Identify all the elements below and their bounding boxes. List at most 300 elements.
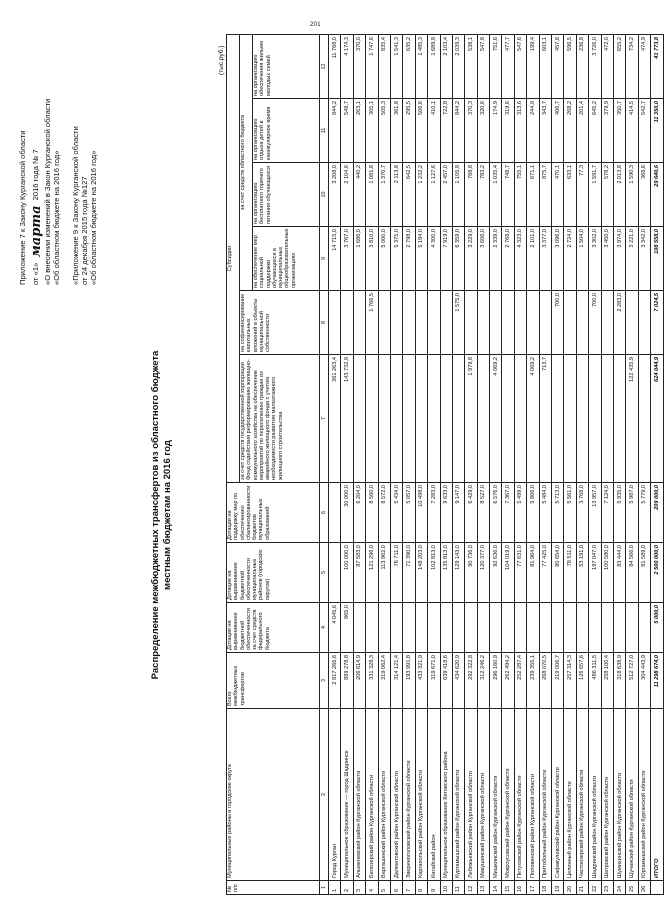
cell-c4 xyxy=(552,603,564,653)
cell-n xyxy=(651,881,663,895)
cell-c8 xyxy=(477,291,489,355)
cell-c6 xyxy=(329,483,341,543)
cell-name: Петуховский район Курганской области xyxy=(514,709,526,881)
cell-total: 257 314,3 xyxy=(564,653,576,709)
cell-total: 262 494,2 xyxy=(502,653,514,709)
cell-c10: 440,2 xyxy=(353,163,365,227)
cell-c10: 1 127,6 xyxy=(428,163,440,227)
cell-total: 296 160,9 xyxy=(490,653,502,709)
cell-c4: 4 045,6 xyxy=(329,603,341,653)
cell-c10: 1 370,7 xyxy=(378,163,390,227)
cell-c4 xyxy=(613,603,625,653)
cell-total: 193 991,8 xyxy=(403,653,415,709)
cell-c7 xyxy=(589,355,601,483)
header-subsidies-sub: за счет средств областного бюджета xyxy=(240,34,253,290)
cell-total: 639 418,6 xyxy=(440,653,452,709)
cell-c7 xyxy=(613,355,625,483)
table-row xyxy=(613,34,625,894)
cell-c6: 5 806,0 xyxy=(527,483,539,543)
total-c7: 624 044,9 xyxy=(651,355,663,483)
appendix-line-7: «Об областном бюджете на 2016 год» xyxy=(89,150,99,285)
cell-c10: 783,2 xyxy=(477,163,489,227)
cell-c10: 3 208,0 xyxy=(329,163,341,227)
cell-c11: 549,7 xyxy=(341,99,353,163)
cell-c7 xyxy=(415,355,427,483)
cell-c4 xyxy=(564,603,576,653)
cell-name: Шатровский район Курганской области xyxy=(601,709,613,881)
cell-c10: 671,1 xyxy=(527,163,539,227)
cell-c6: 7 283,0 xyxy=(428,483,440,543)
header-c4: Дотация на выравнивание бюджетной обеспеченности за счет средств федерального бюджета xyxy=(227,603,320,653)
header-c11: на организацию отдыха детей в каникулярное время xyxy=(253,99,320,163)
cell-c4 xyxy=(539,603,551,653)
cell-c11: 542,7 xyxy=(638,99,650,163)
cell-c9: 3 229,0 xyxy=(465,227,477,291)
cell-c11: 263,1 xyxy=(353,99,365,163)
cell-c11: 844,2 xyxy=(452,99,464,163)
cell-n: 20 xyxy=(564,881,576,895)
cell-c9: 3 974,0 xyxy=(613,227,625,291)
cell-name: Макушинский район Курганской области xyxy=(477,709,489,881)
colnum: 3 xyxy=(320,653,329,709)
cell-c11: 174,9 xyxy=(490,99,502,163)
cell-c8 xyxy=(390,291,402,355)
cell-c11: 506,6 xyxy=(415,99,427,163)
cell-c9: 3 810,0 xyxy=(366,227,378,291)
cell-c12: 477,7 xyxy=(502,34,514,98)
colnum: 4 xyxy=(320,603,329,653)
cell-c8 xyxy=(527,291,539,355)
table-row xyxy=(353,34,365,894)
cell-c10: 470,1 xyxy=(552,163,564,227)
cell-c8 xyxy=(329,291,341,355)
cell-c12: 3 726,0 xyxy=(589,34,601,98)
cell-c4: 865,0 xyxy=(341,603,353,653)
cell-c7 xyxy=(576,355,588,483)
cell-name: Половинский район Курганской области xyxy=(527,709,539,881)
total-c5: 2 500 000,0 xyxy=(651,543,663,603)
title-line-1: Распределение межбюджетных трансфертов из областного бюджета xyxy=(150,350,161,680)
cell-c11: 361,8 xyxy=(390,99,402,163)
header-c10: на организацию бесплатного горячего питания обучающихся xyxy=(253,163,320,227)
cell-total: 219 006,7 xyxy=(552,653,564,709)
cell-c9: 3 096,0 xyxy=(552,227,564,291)
colnum: 11 xyxy=(320,99,329,163)
cell-c5: 83 444,0 xyxy=(613,543,625,603)
cell-c11: 305,1 xyxy=(366,99,378,163)
table-row xyxy=(452,34,464,894)
cell-c8 xyxy=(428,291,440,355)
cell-name: Куртамышский район Курганской области xyxy=(452,709,464,881)
header-c5: Дотация на выравнивание бюджетной обеспеченности муниципальных районов (городских округов) xyxy=(227,543,320,603)
header-row-1 xyxy=(227,34,240,894)
cell-c6: 10 498,0 xyxy=(415,483,427,543)
cell-n: 25 xyxy=(626,881,638,895)
cell-n: 2 xyxy=(341,881,353,895)
table-row xyxy=(378,34,390,894)
cell-c12: 538,1 xyxy=(465,34,477,98)
total-c8: 7 024,5 xyxy=(651,291,663,355)
page-number: 201 xyxy=(310,22,321,28)
cell-c6: 5 779,0 xyxy=(638,483,650,543)
cell-c6: 5 499,0 xyxy=(514,483,526,543)
cell-n: 5 xyxy=(378,881,390,895)
cell-c4 xyxy=(465,603,477,653)
cell-c12: 596,5 xyxy=(564,34,576,98)
cell-c10: 77,3 xyxy=(576,163,588,227)
total-c4: 5 000,0 xyxy=(651,603,663,653)
cell-name: Варгашинский район Курганской области xyxy=(378,709,390,881)
cell-c6: 6 576,0 xyxy=(490,483,502,543)
cell-c4 xyxy=(477,603,489,653)
cell-name: Альменевский район Курганской области xyxy=(353,709,365,881)
cell-c6: 7 124,0 xyxy=(601,483,613,543)
cell-c6: 8 572,0 xyxy=(378,483,390,543)
cell-c7 xyxy=(502,355,514,483)
cell-c10: 2 104,6 xyxy=(341,163,353,227)
cell-c9: 7 919,0 xyxy=(440,227,452,291)
cell-c12: 370,0 xyxy=(353,34,365,98)
cell-c10: 755,1 xyxy=(514,163,526,227)
cell-c9: 14 715,0 xyxy=(329,227,341,291)
cell-c5: 77 425,0 xyxy=(539,543,551,603)
cell-c12: 1 689,8 xyxy=(428,34,440,98)
cell-total: 434 620,9 xyxy=(452,653,464,709)
cell-c6: 8 560,0 xyxy=(366,483,378,543)
cell-c7: 122 435,9 xyxy=(626,355,638,483)
cell-c8 xyxy=(378,291,390,355)
cell-c10: 1 232,2 xyxy=(415,163,427,227)
cell-n: 18 xyxy=(539,881,551,895)
cell-c4 xyxy=(390,603,402,653)
cell-n: 22 xyxy=(589,881,601,895)
cell-c6: 5 987,0 xyxy=(626,483,638,543)
cell-name: Притобольный район Курганской области xyxy=(539,709,551,881)
cell-c12: 547,6 xyxy=(514,34,526,98)
cell-c7: 713,7 xyxy=(539,355,551,483)
cell-c7 xyxy=(440,355,452,483)
cell-c12: 835,4 xyxy=(378,34,390,98)
header-c8: на софинансирование капитальных вложений в объекты муниципальной собственности xyxy=(240,291,320,355)
cell-n: 1 xyxy=(329,881,341,895)
cell-c5: 102 813,0 xyxy=(428,543,440,603)
cell-n: 4 xyxy=(366,881,378,895)
cell-c12: 199,4 xyxy=(527,34,539,98)
cell-c12: 547,8 xyxy=(477,34,489,98)
cell-c5: 121 296,0 xyxy=(366,543,378,603)
cell-c6: 30 000,0 xyxy=(341,483,353,543)
cell-total: 319 062,4 xyxy=(378,653,390,709)
cell-c10: 1 035,4 xyxy=(490,163,502,227)
cell-c11: 645,2 xyxy=(589,99,601,163)
cell-c10: 2 113,8 xyxy=(390,163,402,227)
cell-c5: 81 964,0 xyxy=(527,543,539,603)
appendix-line-4: «Об областном бюджете на 2016 год» xyxy=(51,150,61,285)
cell-total: 319 671,0 xyxy=(428,653,440,709)
cell-c5: 78 511,0 xyxy=(564,543,576,603)
cell-c4 xyxy=(428,603,440,653)
cell-c12: 474,9 xyxy=(638,34,650,98)
cell-c6: 13 957,0 xyxy=(589,483,601,543)
cell-c4 xyxy=(452,603,464,653)
cell-n: 6 xyxy=(390,881,402,895)
cell-c11: 505,3 xyxy=(378,99,390,163)
cell-c9: 3 342,0 xyxy=(638,227,650,291)
cell-n: 21 xyxy=(576,881,588,895)
cell-total: 268 070,5 xyxy=(539,653,551,709)
totals-row xyxy=(651,34,663,894)
cell-c5: 104 019,0 xyxy=(502,543,514,603)
cell-c6: 9 633,0 xyxy=(440,483,452,543)
cell-total: 331 328,3 xyxy=(366,653,378,709)
cell-c7 xyxy=(452,355,464,483)
cell-c11: 350,7 xyxy=(613,99,625,163)
cell-c10: 578,2 xyxy=(601,163,613,227)
cell-name: Мишкинский район Курганской области xyxy=(490,709,502,881)
cell-c11: 244,9 xyxy=(527,99,539,163)
cell-c9: 4 323,0 xyxy=(514,227,526,291)
cell-total: 312 246,2 xyxy=(477,653,489,709)
cell-total: 512 727,0 xyxy=(626,653,638,709)
cell-c5: 53 191,0 xyxy=(576,543,588,603)
cell-c7 xyxy=(477,355,489,483)
cell-c8: 700,0 xyxy=(552,291,564,355)
cell-n: 24 xyxy=(613,881,625,895)
cell-c11: 295,5 xyxy=(403,99,415,163)
cell-name: Щучанский район Курганской области xyxy=(626,709,638,881)
cell-c9: 2 724,0 xyxy=(564,227,576,291)
cell-c5: 80 654,0 xyxy=(552,543,564,603)
cell-c7: 4 069,2 xyxy=(527,355,539,483)
cell-total: 314 121,4 xyxy=(390,653,402,709)
cell-c5: 76 711,0 xyxy=(390,543,402,603)
cell-c8 xyxy=(576,291,588,355)
cell-name: Муниципальное образование Кетовского района xyxy=(440,709,452,881)
appendix-line-1: Приложение 7 к Закону Курганской области xyxy=(18,130,27,285)
cell-c5: 92 636,0 xyxy=(490,543,502,603)
cell-c6: 6 204,0 xyxy=(353,483,365,543)
cell-c11: 343,7 xyxy=(539,99,551,163)
cell-c4 xyxy=(502,603,514,653)
appendix-header xyxy=(18,35,98,285)
cell-c6: 5 434,0 xyxy=(390,483,402,543)
table-row xyxy=(428,34,440,894)
document-title xyxy=(150,335,174,695)
total-c10: 29 640,6 xyxy=(651,163,663,227)
cell-c8: 1 766,5 xyxy=(366,291,378,355)
header-c12: на организацию обеспечения жильем молодых семей xyxy=(253,34,320,98)
cell-c11: 406,7 xyxy=(552,99,564,163)
cell-name: Далматовский район Курганской области xyxy=(390,709,402,881)
table-row xyxy=(552,34,564,894)
cell-name: Сафакулевский район Курганской области xyxy=(552,709,564,881)
cell-c7 xyxy=(353,355,365,483)
cell-c12: 472,0 xyxy=(601,34,613,98)
cell-c10: 633,1 xyxy=(564,163,576,227)
table-row xyxy=(576,34,588,894)
total-c9: 108 558,0 xyxy=(651,227,663,291)
cell-c11: 268,2 xyxy=(564,99,576,163)
table-row xyxy=(514,34,526,894)
cell-n: 12 xyxy=(465,881,477,895)
cell-c8 xyxy=(465,291,477,355)
cell-c4 xyxy=(403,603,415,653)
cell-c6: 6 429,0 xyxy=(465,483,477,543)
colnum: 1 xyxy=(320,881,329,895)
cell-c7 xyxy=(638,355,650,483)
cell-c12: 2 039,3 xyxy=(452,34,464,98)
unit-label: (тыс.руб.) xyxy=(218,45,225,75)
cell-c7 xyxy=(378,355,390,483)
cell-c11: 320,6 xyxy=(477,99,489,163)
cell-c12: 2 103,4 xyxy=(440,34,452,98)
cell-c6: 5 713,0 xyxy=(552,483,564,543)
table-row xyxy=(329,34,341,894)
cell-c8 xyxy=(638,291,650,355)
cell-c9: 6 359,0 xyxy=(452,227,464,291)
cell-n: 23 xyxy=(601,881,613,895)
date-day: 1 xyxy=(31,266,41,272)
cell-n: 10 xyxy=(440,881,452,895)
cell-n: 15 xyxy=(502,881,514,895)
cell-c7: 143 732,9 xyxy=(341,355,353,483)
cell-c5: 90 736,0 xyxy=(465,543,477,603)
cell-c10: 1 591,7 xyxy=(589,163,601,227)
cell-c4 xyxy=(601,603,613,653)
cell-total: 486 311,5 xyxy=(589,653,601,709)
cell-c4 xyxy=(353,603,365,653)
cell-total: 433 321,9 xyxy=(415,653,427,709)
cell-c4 xyxy=(490,603,502,653)
cell-c9: 3 221,0 xyxy=(626,227,638,291)
cell-c9: 2 101,0 xyxy=(527,227,539,291)
cell-c8 xyxy=(502,291,514,355)
cell-name: Лебяжьевский район Курганской области xyxy=(465,709,477,881)
cell-total: 206 614,9 xyxy=(353,653,365,709)
cell-c9: 3 450,0 xyxy=(601,227,613,291)
cell-c4 xyxy=(638,603,650,653)
cell-c8: 700,0 xyxy=(589,291,601,355)
cell-name: Шумихинский район Курганской области xyxy=(613,709,625,881)
cell-c10: 875,7 xyxy=(539,163,551,227)
cell-c8 xyxy=(601,291,613,355)
table-row xyxy=(415,34,427,894)
cell-c9: 2 768,0 xyxy=(502,227,514,291)
handwritten-month: марта xyxy=(29,205,45,258)
colnum: 6 xyxy=(320,483,329,543)
cell-c8 xyxy=(514,291,526,355)
cell-c9: 3 302,0 xyxy=(589,227,601,291)
table-row xyxy=(589,34,601,894)
cell-c5: 77 631,0 xyxy=(514,543,526,603)
cell-c12: 734,2 xyxy=(626,34,638,98)
total-c6: 209 000,0 xyxy=(651,483,663,543)
cell-total: 889 278,8 xyxy=(341,653,353,709)
header-c9: на обеспечение мер социальной поддержки обучающихся в муниципальных общеобразовательных организациях xyxy=(253,227,320,291)
cell-name: Муниципальное образование — город Шадринск xyxy=(341,709,353,881)
cell-c12: 655,2 xyxy=(613,34,625,98)
table-row xyxy=(638,34,650,894)
cell-n: 9 xyxy=(428,881,440,895)
cell-c9: 1 504,0 xyxy=(576,227,588,291)
cell-c10: 1 081,8 xyxy=(366,163,378,227)
table-row xyxy=(626,34,638,894)
cell-c10: 1 590,3 xyxy=(626,163,638,227)
table-row xyxy=(366,34,378,894)
cell-c11: 379,9 xyxy=(601,99,613,163)
cell-c8 xyxy=(440,291,452,355)
cell-c8: 2 283,0 xyxy=(613,291,625,355)
header-total: Всего межбюджетных трансфертов xyxy=(227,653,320,709)
table-row xyxy=(390,34,402,894)
column-number-row xyxy=(320,34,329,894)
cell-c9: 2 339,0 xyxy=(490,227,502,291)
table-body xyxy=(329,34,664,894)
cell-c5: 120 377,0 xyxy=(477,543,489,603)
appendix-line-5: «Приложение 9 к Закону Курганской области xyxy=(70,126,80,285)
cell-total: 318 638,9 xyxy=(613,653,625,709)
cell-n: 3 xyxy=(353,881,365,895)
title-line-2: местным бюджетам на 2016 год xyxy=(161,440,173,590)
cell-c11: 410,1 xyxy=(428,99,440,163)
colnum: 12 xyxy=(320,34,329,98)
cell-c6: 8 527,0 xyxy=(477,483,489,543)
cell-c12: 751,6 xyxy=(490,34,502,98)
cell-c7 xyxy=(514,355,526,483)
cell-total: 258 100,4 xyxy=(601,653,613,709)
cell-c9: 5 375,0 xyxy=(390,227,402,291)
table-row xyxy=(502,34,514,894)
cell-c10: 2 457,0 xyxy=(440,163,452,227)
cell-c7: 1 979,8 xyxy=(465,355,477,483)
cell-c6: 5 935,0 xyxy=(613,483,625,543)
cell-c4 xyxy=(514,603,526,653)
table-row xyxy=(490,34,502,894)
cell-name: Шадринский район Курганской области xyxy=(589,709,601,881)
table-row xyxy=(477,34,489,894)
colnum: 8 xyxy=(320,291,329,355)
colnum: 2 xyxy=(320,709,329,881)
cell-c10: 788,8 xyxy=(465,163,477,227)
cell-c6: 5 484,0 xyxy=(539,483,551,543)
cell-c6: 3 768,0 xyxy=(576,483,588,543)
cell-total: 252 287,4 xyxy=(514,653,526,709)
cell-n: 19 xyxy=(552,881,564,895)
cell-c8 xyxy=(539,291,551,355)
table-row xyxy=(601,34,613,894)
cell-c6: 5 057,0 xyxy=(403,483,415,543)
cell-name: Катайский район xyxy=(428,709,440,881)
cell-c9: 3 606,0 xyxy=(477,227,489,291)
cell-c8 xyxy=(626,291,638,355)
date-prefix: от « xyxy=(31,271,41,285)
cell-c7: 361 263,4 xyxy=(329,355,341,483)
cell-c7 xyxy=(564,355,576,483)
cell-c4 xyxy=(378,603,390,653)
cell-c12: 4 174,3 xyxy=(341,34,353,98)
cell-c10: 642,5 xyxy=(403,163,415,227)
cell-c5: 135 813,0 xyxy=(440,543,452,603)
cell-c4 xyxy=(527,603,539,653)
cell-c5: 197 047,0 xyxy=(589,543,601,603)
cell-c5: 84 566,0 xyxy=(626,543,638,603)
cell-total: 239 355,1 xyxy=(527,653,539,709)
cell-c11: 370,3 xyxy=(465,99,477,163)
header-c6: Дотация на поддержку мер по обеспечению сбалансированности бюджетов муниципальных образований xyxy=(227,483,320,543)
total-c11: 11 350,0 xyxy=(651,99,663,163)
cell-n: 17 xyxy=(527,881,539,895)
total-total: 11 298 674,0 xyxy=(651,653,663,709)
